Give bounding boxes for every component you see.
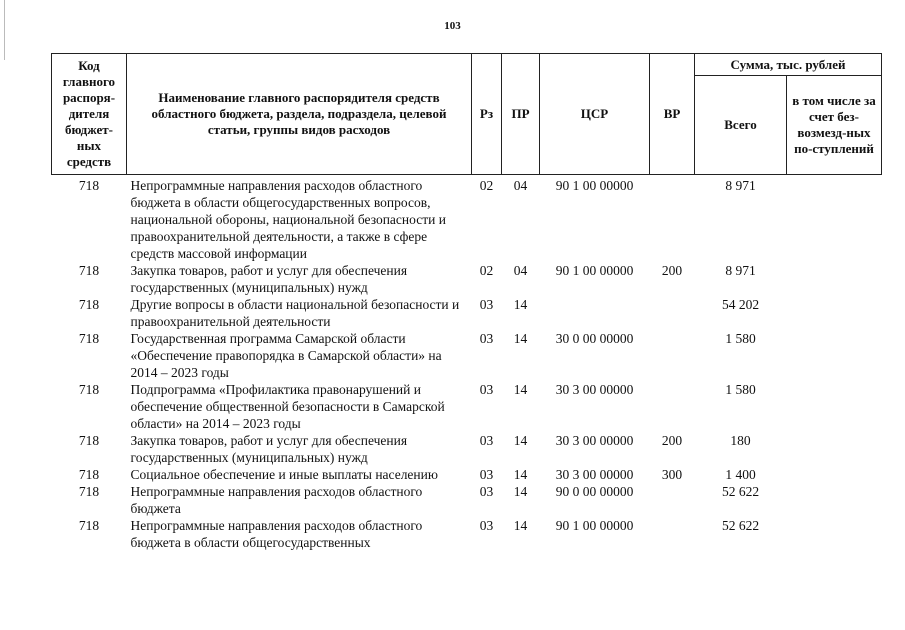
cell-total: 8 971: [725, 263, 756, 278]
cell-vr: 200: [661, 433, 683, 448]
cell-pr: 14: [513, 433, 528, 448]
table-row: [52, 517, 882, 551]
cell-code: 718: [78, 433, 100, 448]
cell-vr: [650, 483, 695, 517]
cell-code: 718: [78, 382, 100, 397]
cell-code: 718: [78, 331, 100, 346]
cell-incl: [787, 330, 882, 381]
cell-rz: 03: [479, 433, 494, 448]
header-total: Всего: [695, 76, 787, 175]
cell-incl: [787, 483, 882, 517]
cell-vr: [650, 381, 695, 432]
cell-rz: 03: [479, 331, 494, 346]
cell-vr: [650, 330, 695, 381]
cell-csr: 90 1 00 00000: [555, 178, 634, 193]
header-code: Код главного распоря-дителя бюджет-ных средств: [52, 54, 127, 175]
cell-pr: 14: [513, 518, 528, 533]
cell-csr: 30 0 00 00000: [555, 331, 634, 346]
cell-vr: 200: [661, 263, 683, 278]
cell-name: Государственная программа Самарской области «Обеспечение правопорядка в Самарской области» на 2014 – 2023 годы: [130, 331, 442, 380]
header-pr: ПР: [502, 54, 540, 175]
cell-rz: 03: [479, 297, 494, 312]
cell-total: 1 580: [725, 331, 756, 346]
header-csr: ЦСР: [540, 54, 650, 175]
cell-name: Подпрограмма «Профилактика правонарушений и обеспечение общественной безопасности в Самарской области» на 2014 – 2023 годы: [130, 382, 445, 431]
cell-code: 718: [78, 484, 100, 499]
table-row: [52, 432, 882, 466]
header-incl: в том числе за счет без-возмезд-ных по-ступлений: [787, 76, 882, 175]
cell-rz: 03: [479, 518, 494, 533]
cell-vr: 300: [661, 467, 683, 482]
cell-vr: [650, 296, 695, 330]
budget-table: [51, 53, 882, 551]
cell-code: 718: [78, 263, 100, 278]
cell-name: Другие вопросы в области национальной безопасности и правоохранительной деятельности: [130, 297, 460, 329]
cell-vr: [650, 175, 695, 263]
cell-incl: [787, 466, 882, 483]
cell-total: 52 622: [721, 518, 760, 533]
cell-rz: 02: [479, 263, 494, 278]
table-body: [52, 175, 882, 552]
cell-csr: 30 3 00 00000: [555, 382, 634, 397]
cell-name: Социальное обеспечение и иные выплаты населению: [130, 467, 438, 482]
cell-code: 718: [78, 178, 100, 193]
cell-rz: 03: [479, 467, 494, 482]
cell-pr: 14: [513, 467, 528, 482]
cell-incl: [787, 381, 882, 432]
cell-total: 1 580: [725, 382, 756, 397]
cell-csr: 90 1 00 00000: [555, 263, 634, 278]
cell-csr: 90 0 00 00000: [555, 484, 634, 499]
cell-pr: 14: [513, 331, 528, 346]
cell-csr: 30 3 00 00000: [555, 433, 634, 448]
header-vr: ВР: [650, 54, 695, 175]
header-sum: Сумма, тыс. рублей: [695, 54, 882, 76]
cell-incl: [787, 432, 882, 466]
table-row: [52, 483, 882, 517]
cell-total: 180: [730, 433, 751, 448]
cell-pr: 04: [513, 263, 528, 278]
cell-code: 718: [78, 297, 100, 312]
table-row: [52, 175, 882, 263]
header-name: Наименование главного распорядителя средств областного бюджета, раздела, подраздела, целевой статьи, группы видов расходов: [127, 54, 472, 175]
cell-code: 718: [78, 518, 100, 533]
table-header: [52, 54, 882, 175]
cell-incl: [787, 296, 882, 330]
cell-name: Закупка товаров, работ и услуг для обеспечения государственных (муниципальных) нужд: [130, 433, 408, 465]
cell-name: Непрограммные направления расходов областного бюджета в области общегосударственных: [130, 518, 423, 550]
cell-pr: 14: [513, 382, 528, 397]
table-row: [52, 296, 882, 330]
cell-csr: [540, 296, 650, 330]
cell-incl: [787, 175, 882, 263]
cell-pr: 04: [513, 178, 528, 193]
cell-rz: 03: [479, 382, 494, 397]
cell-incl: [787, 262, 882, 296]
cell-csr: 90 1 00 00000: [555, 518, 634, 533]
cell-vr: [650, 517, 695, 551]
cell-total: 1 400: [725, 467, 756, 482]
cell-code: 718: [78, 467, 100, 482]
cell-pr: 14: [513, 297, 528, 312]
cell-rz: 03: [479, 484, 494, 499]
cell-total: 52 622: [721, 484, 760, 499]
cell-csr: 30 3 00 00000: [555, 467, 634, 482]
cell-name: Непрограммные направления расходов областного бюджета в области общегосударственных вопросов, национальной обороны, национальной безопасности и правоохранительной деятельности, а также в сфере средств массовой информации: [130, 178, 446, 261]
cell-rz: 02: [479, 178, 494, 193]
header-rz: Рз: [472, 54, 502, 175]
page-number: 103: [444, 20, 461, 32]
cell-pr: 14: [513, 484, 528, 499]
table-row: [52, 262, 882, 296]
table-row: [52, 381, 882, 432]
cell-total: 54 202: [721, 297, 760, 312]
table-row: [52, 330, 882, 381]
cell-incl: [787, 517, 882, 551]
table-row: [52, 466, 882, 483]
cell-total: 8 971: [725, 178, 756, 193]
cell-name: Непрограммные направления расходов областного бюджета: [130, 484, 423, 516]
cell-name: Закупка товаров, работ и услуг для обеспечения государственных (муниципальных) нужд: [130, 263, 408, 295]
